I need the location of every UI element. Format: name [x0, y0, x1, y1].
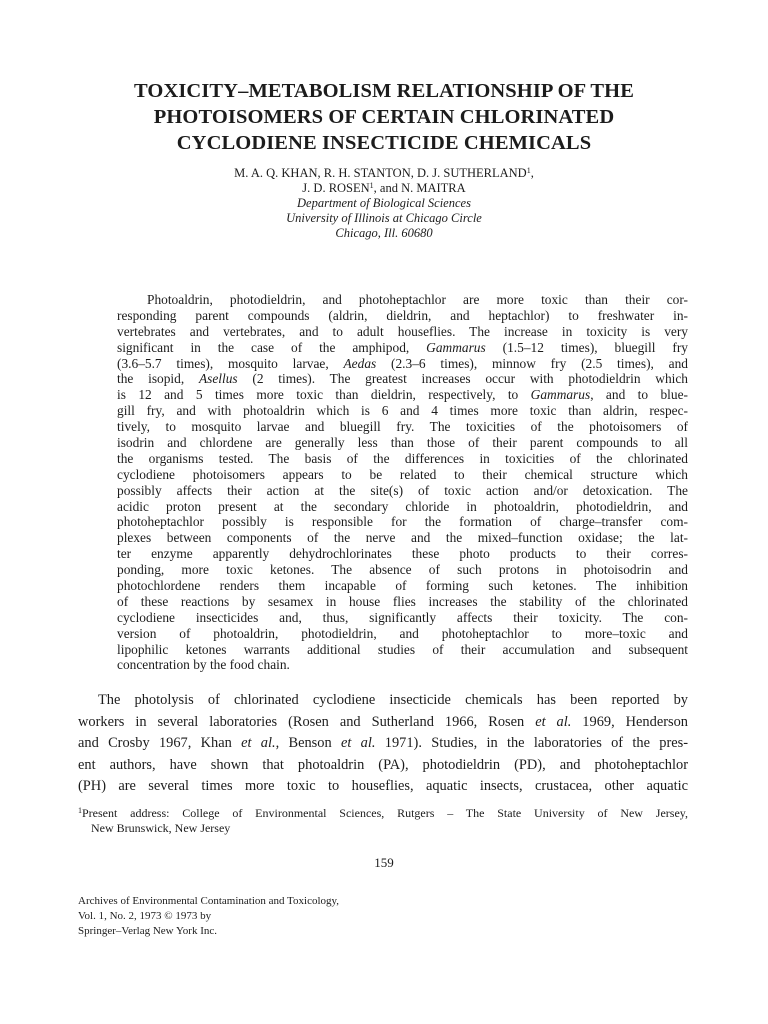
title-line: TOXICITY–METABOLISM RELATIONSHIP OF THE: [134, 80, 634, 102]
abstract-line: isodrin and chlordene are generally less than those of their parent compounds to all: [117, 435, 688, 451]
abstract-line: (3.6–5.7 times), mosquito larvae, Aedas (2.3–6 times), minnow fry (2.5 times), and: [117, 355, 688, 371]
abstract-line: concentration by the food chain.: [117, 657, 290, 673]
abstract-line: possibly affects their action at the site(s) of toxic action and/or detoxication. The: [117, 482, 688, 498]
title-line: PHOTOISOMERS OF CERTAIN CHLORINATED: [153, 106, 615, 128]
body-line: and Crosby 1967, Khan et al., Benson et al. 1971). Studies, in the laboratories of the pres-: [78, 735, 689, 752]
abstract-line: the organisms tested. The basis of the differences in toxicities of the chlorinated: [117, 450, 688, 466]
footnote: [78, 806, 688, 837]
footnote-marker: 1: [78, 806, 82, 815]
author-block: [0, 166, 768, 241]
journal-line: Vol. 1, No. 2, 1973 © 1973 by: [78, 910, 212, 922]
author-line-1: M. A. Q. KHAN, R. H. STANTON, D. J. SUTHERLAND$^1$,: [234, 166, 534, 180]
body-line: ent authors, have shown that photoaldrin (PA), photodieldrin (PD), and photoheptachlor: [78, 756, 688, 773]
footnote-marker: 1: [526, 166, 531, 175]
abstract-line: ponding, more toxic ketones. The absence of such protons in photoisodrin and: [117, 562, 688, 578]
footnote-marker: 1: [369, 181, 374, 190]
journal-citation: [78, 894, 339, 939]
body-line: (PH) are several times more toxic to houseflies, aquatic insects, crustacea, other aquatic: [78, 778, 688, 795]
affiliation-department: Department of Biological Sciences: [297, 196, 471, 210]
abstract-line: tively, to mosquito larvae and bluegill fry. The toxicities of the photoisomers of: [117, 419, 688, 435]
title-line: CYCLODIENE INSECTICIDE CHEMICALS: [176, 132, 592, 154]
affiliation-city: Chicago, Ill. 60680: [335, 226, 433, 240]
abstract-line: responding parent compounds (aldrin, dieldrin, and heptachlor) to freshwater in-: [117, 307, 688, 323]
abstract-line: of these reactions by sesamex in house flies increases the stability of the chlorinated: [117, 593, 688, 609]
abstract-line: cyclodiene photoisomers appears to be related to their chemical structure which: [117, 466, 688, 482]
footnote-line-1: $^1$Present address: College of Environmental Sciences, Rutgers – The State University of New Jersey,: [78, 806, 688, 820]
footnote-line-2: New Brunswick, New Jersey: [91, 821, 231, 836]
abstract-line: vertebrates and vertebrates, and to adult houseflies. The increase in toxicity is very: [117, 323, 688, 339]
abstract-line: photoheptachlor possibly is responsible for the formation of charge–transfer com-: [117, 514, 688, 530]
abstract-line: the isopid, Asellus (2 times). The greatest increases occur with photodieldrin which: [117, 371, 688, 387]
author-line-2: J. D. ROSEN$^1$, and N. MAITRA: [302, 181, 466, 195]
journal-line: Springer–Verlag New York Inc.: [78, 925, 218, 937]
abstract-line: cyclodiene insecticides and, thus, significantly affects their toxicity. The con-: [117, 609, 688, 625]
abstract-line: is 12 and 5 times more toxic than dieldrin, respectively, to Gammarus, and to blue-: [117, 387, 688, 403]
abstract-line: acidic proton present at the secondary chloride in photoaldrin, photodieldrin, and: [117, 498, 688, 514]
abstract-line: gill fry, and with photoaldrin which is 6 and 4 times more toxic than aldrin, respec-: [117, 403, 688, 419]
abstract-line: ter enzyme apparently dehydrochlorinates these photo products to their corres-: [117, 546, 688, 562]
abstract-line: version of photoaldrin, photodieldrin, and photoheptachlor to more–toxic and: [117, 625, 688, 641]
abstract-line: Photoaldrin, photodieldrin, and photoheptachlor are more toxic than their cor-: [147, 292, 688, 307]
affiliation-university: University of Illinois at Chicago Circle: [286, 211, 482, 225]
abstract-line: photochlordene renders them incapable of forming such ketones. The inhibition: [117, 578, 688, 594]
abstract-line: plexes between components of the nerve and the mixed–function oxidase; the lat-: [117, 530, 688, 546]
abstract: [117, 292, 688, 673]
page-number: 159: [374, 855, 394, 870]
abstract-line: lipophilic ketones warrants additional studies of their accumulation and subsequent: [117, 641, 688, 657]
abstract-line: significant in the case of the amphipod, Gammarus (1.5–12 times), bluegill fry: [117, 339, 688, 355]
body-line: workers in several laboratories (Rosen and Sutherland 1966, Rosen et al. 1969, Henderson: [78, 713, 688, 730]
paper-title: [0, 78, 768, 156]
journal-line: Archives of Environmental Contamination and Toxicology,: [78, 895, 340, 907]
body-line: The photolysis of chlorinated cyclodiene insecticide chemicals has been reported by: [98, 692, 688, 708]
body-text: [78, 690, 688, 798]
